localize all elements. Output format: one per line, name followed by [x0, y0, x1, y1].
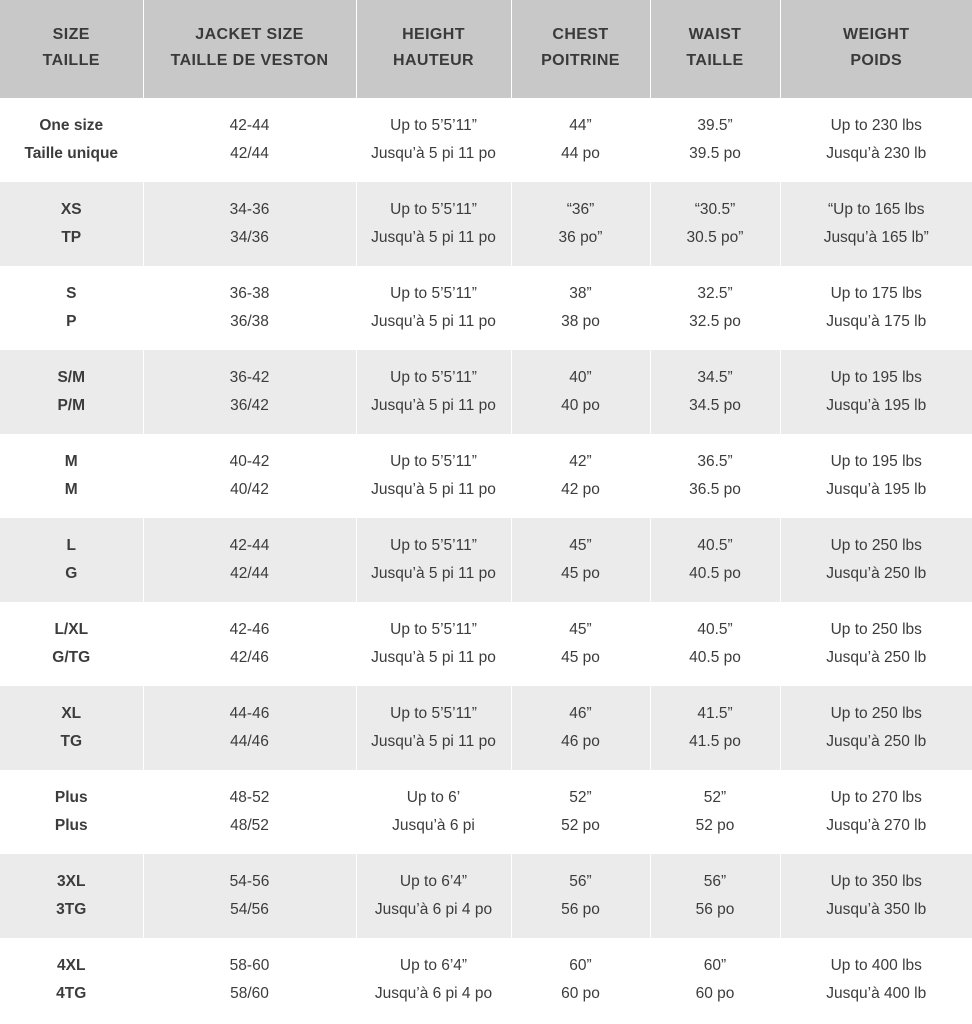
cell-height-en: Up to 5’5’11”	[390, 705, 477, 722]
cell-height	[356, 518, 511, 602]
cell-weight-fr: Jusqu’à 400 lb	[826, 985, 927, 1002]
table-body	[0, 98, 972, 1022]
cell-chest	[511, 350, 650, 434]
cell-chest	[511, 854, 650, 938]
cell-weight	[780, 518, 972, 602]
cell-jacket-en: 44-46	[229, 705, 270, 722]
cell-jacket	[143, 770, 356, 854]
cell-weight-fr: Jusqu’à 250 lb	[826, 565, 927, 582]
cell-chest-en: 56”	[569, 873, 592, 890]
cell-chest-en: “36”	[566, 201, 595, 218]
cell-size-en: L	[66, 537, 76, 554]
cell-weight	[780, 182, 972, 266]
table-row	[0, 266, 972, 350]
cell-jacket-en: 36-38	[229, 285, 270, 302]
cell-size-fr: M	[64, 481, 78, 498]
cell-size-en: XS	[60, 201, 82, 218]
cell-jacket-en: 42-44	[229, 117, 270, 134]
cell-size	[0, 182, 143, 266]
cell-height-fr: Jusqu’à 5 pi 11 po	[371, 649, 496, 666]
cell-height-fr: Jusqu’à 5 pi 11 po	[371, 397, 496, 414]
cell-chest	[511, 686, 650, 770]
cell-chest-fr: 46 po	[561, 733, 600, 750]
cell-waist-fr: 39.5 po	[689, 145, 741, 162]
cell-chest	[511, 98, 650, 182]
column-header-height	[356, 0, 511, 98]
cell-jacket-en: 58-60	[229, 957, 270, 974]
cell-size	[0, 518, 143, 602]
cell-waist-en: 34.5”	[697, 369, 733, 386]
cell-size-en: One size	[39, 117, 104, 134]
cell-weight-en: Up to 400 lbs	[830, 957, 922, 974]
cell-height	[356, 434, 511, 518]
cell-waist-en: 39.5”	[697, 117, 733, 134]
column-header-chest	[511, 0, 650, 98]
cell-weight-fr: Jusqu’à 230 lb	[826, 145, 927, 162]
cell-waist-en: 41.5”	[697, 705, 733, 722]
cell-waist-en: 56”	[703, 873, 727, 890]
column-header-size-fr: TAILLE	[42, 52, 100, 69]
cell-waist-fr: 52 po	[695, 817, 735, 834]
cell-size	[0, 770, 143, 854]
cell-size-en: S	[66, 285, 77, 302]
cell-weight-fr: Jusqu’à 195 lb	[826, 397, 927, 414]
cell-chest-fr: 45 po	[561, 565, 600, 582]
cell-height	[356, 686, 511, 770]
cell-waist	[650, 350, 780, 434]
cell-size-fr: P/M	[57, 397, 86, 414]
cell-jacket	[143, 434, 356, 518]
cell-jacket-en: 54-56	[229, 873, 270, 890]
cell-waist	[650, 602, 780, 686]
cell-size	[0, 938, 143, 1022]
cell-chest-en: 44”	[569, 117, 592, 134]
cell-size-en: L/XL	[54, 621, 89, 638]
cell-height-en: Up to 5’5’11”	[390, 117, 477, 134]
cell-chest	[511, 770, 650, 854]
cell-size-fr: Taille unique	[24, 145, 119, 162]
cell-size	[0, 350, 143, 434]
header-row	[0, 0, 972, 98]
cell-weight-en: Up to 250 lbs	[830, 621, 922, 638]
cell-jacket-fr: 58/60	[230, 985, 269, 1002]
cell-waist-fr: 56 po	[695, 901, 735, 918]
cell-size-en: S/M	[57, 369, 86, 386]
column-header-chest-en: CHEST	[552, 26, 609, 43]
cell-waist-fr: 40.5 po	[689, 565, 741, 582]
cell-height	[356, 854, 511, 938]
cell-height	[356, 770, 511, 854]
cell-weight-en: Up to 350 lbs	[830, 873, 922, 890]
cell-height-fr: Jusqu’à 5 pi 11 po	[371, 565, 496, 582]
column-header-height-fr: HAUTEUR	[392, 52, 475, 69]
cell-height-fr: Jusqu’à 5 pi 11 po	[371, 733, 496, 750]
cell-jacket-en: 34-36	[229, 201, 270, 218]
column-header-jacket-size-fr: TAILLE DE VESTON	[170, 52, 329, 69]
cell-chest-fr: 44 po	[561, 145, 600, 162]
cell-chest-en: 46”	[569, 705, 592, 722]
cell-size-fr: P	[66, 313, 77, 330]
column-header-waist	[650, 0, 780, 98]
column-header-jacket-size	[143, 0, 356, 98]
cell-waist-en: 32.5”	[697, 285, 733, 302]
cell-weight-en: “Up to 165 lbs	[828, 201, 925, 218]
cell-chest	[511, 938, 650, 1022]
table-row	[0, 518, 972, 602]
cell-size-en: M	[64, 453, 78, 470]
cell-chest-en: 60”	[569, 957, 592, 974]
cell-weight-en: Up to 250 lbs	[830, 705, 922, 722]
table-row	[0, 602, 972, 686]
cell-weight	[780, 938, 972, 1022]
cell-waist	[650, 686, 780, 770]
cell-jacket-en: 48-52	[229, 789, 270, 806]
cell-weight	[780, 854, 972, 938]
column-header-weight-fr: POIDS	[850, 52, 903, 69]
cell-weight-fr: Jusqu’à 350 lb	[826, 901, 927, 918]
cell-jacket-fr: 44/46	[230, 733, 269, 750]
cell-size	[0, 686, 143, 770]
cell-height	[356, 938, 511, 1022]
cell-jacket	[143, 602, 356, 686]
cell-weight-fr: Jusqu’à 270 lb	[826, 817, 927, 834]
column-header-size	[0, 0, 143, 98]
cell-size	[0, 434, 143, 518]
cell-height-en: Up to 5’5’11”	[390, 537, 477, 554]
cell-height-en: Up to 5’5’11”	[390, 453, 477, 470]
cell-size	[0, 98, 143, 182]
cell-height-en: Up to 5’5’11”	[390, 285, 477, 302]
cell-jacket	[143, 686, 356, 770]
cell-chest-en: 40”	[569, 369, 592, 386]
cell-weight-en: Up to 195 lbs	[830, 369, 922, 386]
cell-size-fr: TG	[60, 733, 83, 750]
cell-waist-fr: 40.5 po	[689, 649, 741, 666]
cell-weight-en: Up to 270 lbs	[830, 789, 922, 806]
cell-jacket-en: 42-46	[229, 621, 270, 638]
cell-waist-en: “30.5”	[694, 201, 736, 218]
column-header-size-en: SIZE	[52, 26, 90, 43]
cell-weight	[780, 266, 972, 350]
cell-jacket	[143, 350, 356, 434]
table-row	[0, 854, 972, 938]
cell-jacket	[143, 518, 356, 602]
column-header-jacket-size-en: JACKET SIZE	[195, 26, 304, 43]
cell-jacket-fr: 54/56	[230, 901, 269, 918]
cell-size-en: 3XL	[57, 873, 86, 890]
cell-height-en: Up to 6’	[406, 789, 461, 806]
cell-jacket-fr: 36/42	[230, 397, 269, 414]
cell-jacket-fr: 42/44	[230, 565, 269, 582]
cell-chest-fr: 56 po	[561, 901, 600, 918]
cell-weight-fr: Jusqu’à 195 lb	[826, 481, 927, 498]
cell-waist-fr: 32.5 po	[689, 313, 741, 330]
cell-waist	[650, 434, 780, 518]
cell-weight	[780, 434, 972, 518]
cell-chest-fr: 42 po	[561, 481, 600, 498]
cell-weight-en: Up to 175 lbs	[830, 285, 922, 302]
column-header-weight	[780, 0, 972, 98]
cell-chest-en: 42”	[569, 453, 592, 470]
cell-size-fr: G/TG	[52, 649, 91, 666]
cell-size-en: XL	[61, 705, 82, 722]
cell-weight-en: Up to 230 lbs	[830, 117, 922, 134]
column-header-waist-en: WAIST	[688, 26, 742, 43]
cell-size	[0, 266, 143, 350]
cell-jacket-fr: 40/42	[230, 481, 269, 498]
cell-weight-fr: Jusqu’à 250 lb	[826, 733, 927, 750]
cell-height-fr: Jusqu’à 6 pi 4 po	[374, 985, 493, 1002]
cell-chest-fr: 52 po	[561, 817, 600, 834]
cell-jacket	[143, 938, 356, 1022]
table-row	[0, 770, 972, 854]
cell-size-fr: Plus	[54, 817, 88, 834]
cell-height-fr: Jusqu’à 5 pi 11 po	[371, 145, 496, 162]
cell-waist	[650, 266, 780, 350]
cell-size	[0, 602, 143, 686]
cell-chest-fr: 60 po	[561, 985, 600, 1002]
cell-jacket-en: 42-44	[229, 537, 270, 554]
cell-weight-fr: Jusqu’à 165 lb”	[823, 229, 929, 246]
cell-weight	[780, 686, 972, 770]
cell-waist-en: 36.5”	[697, 453, 733, 470]
cell-jacket-fr: 48/52	[230, 817, 269, 834]
cell-weight-en: Up to 250 lbs	[830, 537, 922, 554]
cell-size-en: 4XL	[57, 957, 86, 974]
cell-waist-en: 40.5”	[697, 537, 733, 554]
cell-waist-fr: 41.5 po	[689, 733, 741, 750]
cell-jacket	[143, 854, 356, 938]
column-header-weight-en: WEIGHT	[843, 26, 910, 43]
table-row	[0, 434, 972, 518]
cell-chest-fr: 36 po”	[558, 229, 603, 246]
cell-waist-en: 52”	[703, 789, 727, 806]
table-row	[0, 938, 972, 1022]
cell-waist-en: 60”	[703, 957, 727, 974]
cell-height-en: Up to 6’4”	[399, 873, 468, 890]
table-row	[0, 686, 972, 770]
cell-waist	[650, 182, 780, 266]
column-header-chest-fr: POITRINE	[541, 52, 620, 69]
cell-height	[356, 350, 511, 434]
cell-waist	[650, 854, 780, 938]
cell-waist	[650, 98, 780, 182]
cell-waist-fr: 60 po	[695, 985, 735, 1002]
cell-weight-fr: Jusqu’à 175 lb	[826, 313, 927, 330]
cell-jacket-en: 36-42	[229, 369, 270, 386]
cell-jacket-en: 40-42	[229, 453, 270, 470]
cell-waist-fr: 34.5 po	[689, 397, 741, 414]
cell-chest-en: 52”	[569, 789, 592, 806]
cell-jacket	[143, 182, 356, 266]
cell-chest	[511, 182, 650, 266]
cell-size-fr: G	[65, 565, 78, 582]
cell-weight	[780, 98, 972, 182]
cell-height-en: Up to 5’5’11”	[390, 621, 477, 638]
cell-chest-fr: 40 po	[561, 397, 600, 414]
cell-jacket	[143, 98, 356, 182]
cell-weight	[780, 350, 972, 434]
cell-height	[356, 98, 511, 182]
cell-chest-en: 45”	[569, 621, 592, 638]
cell-waist-fr: 30.5 po”	[686, 229, 744, 246]
table-header	[0, 0, 972, 98]
cell-jacket-fr: 42/44	[230, 145, 269, 162]
cell-height-fr: Jusqu’à 6 pi 4 po	[374, 901, 493, 918]
cell-chest-fr: 45 po	[561, 649, 600, 666]
table-row	[0, 182, 972, 266]
cell-waist-fr: 36.5 po	[689, 481, 741, 498]
cell-jacket-fr: 36/38	[230, 313, 269, 330]
cell-height-fr: Jusqu’à 5 pi 11 po	[371, 229, 496, 246]
cell-height-en: Up to 5’5’11”	[390, 201, 477, 218]
column-header-height-en: HEIGHT	[402, 26, 465, 43]
cell-jacket-fr: 34/36	[230, 229, 269, 246]
cell-size-fr: 4TG	[56, 985, 87, 1002]
cell-chest	[511, 434, 650, 518]
cell-chest-en: 45”	[569, 537, 592, 554]
cell-chest-en: 38”	[569, 285, 592, 302]
cell-chest	[511, 266, 650, 350]
table-row	[0, 98, 972, 182]
cell-height-fr: Jusqu’à 5 pi 11 po	[371, 313, 496, 330]
cell-height	[356, 182, 511, 266]
cell-weight-en: Up to 195 lbs	[830, 453, 922, 470]
cell-waist	[650, 770, 780, 854]
cell-weight	[780, 602, 972, 686]
cell-size-fr: 3TG	[56, 901, 87, 918]
cell-waist	[650, 518, 780, 602]
cell-weight	[780, 770, 972, 854]
cell-height	[356, 266, 511, 350]
cell-weight-fr: Jusqu’à 250 lb	[826, 649, 927, 666]
cell-height-fr: Jusqu’à 5 pi 11 po	[371, 481, 496, 498]
cell-height-fr: Jusqu’à 6 pi	[392, 817, 475, 834]
cell-height-en: Up to 5’5’11”	[390, 369, 477, 386]
cell-height	[356, 602, 511, 686]
cell-chest-fr: 38 po	[561, 313, 600, 330]
cell-waist	[650, 938, 780, 1022]
cell-chest	[511, 518, 650, 602]
cell-size	[0, 854, 143, 938]
cell-jacket-fr: 42/46	[230, 649, 269, 666]
cell-size-en: Plus	[54, 789, 88, 806]
cell-chest	[511, 602, 650, 686]
cell-height-en: Up to 6’4”	[399, 957, 468, 974]
cell-jacket	[143, 266, 356, 350]
column-header-waist-fr: TAILLE	[686, 52, 744, 69]
cell-size-fr: TP	[61, 229, 82, 246]
table-row	[0, 350, 972, 434]
cell-waist-en: 40.5”	[697, 621, 733, 638]
